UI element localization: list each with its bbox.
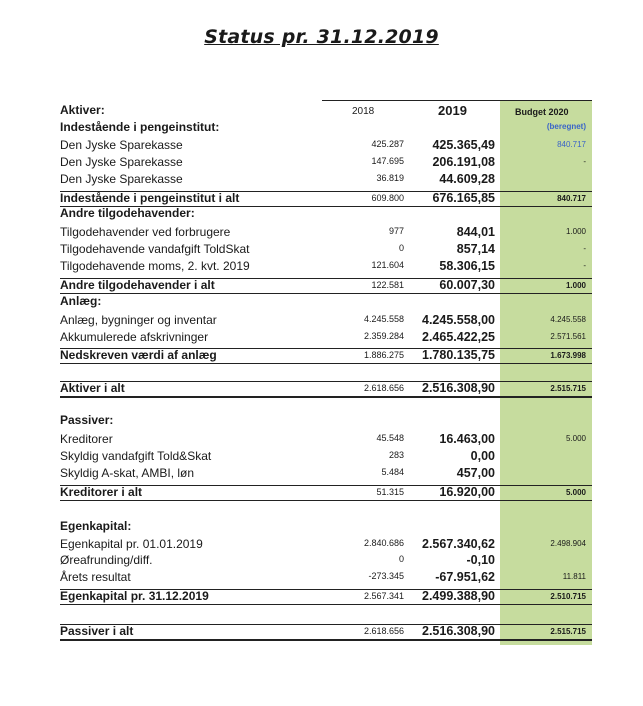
row-label: Tilgodehavende moms, 2. kvt. 2019 bbox=[60, 259, 250, 273]
row-label: Akkumulerede afskrivninger bbox=[60, 330, 209, 344]
value-2018: 977 bbox=[388, 226, 404, 236]
table-row bbox=[60, 278, 592, 294]
value-2018: 121.604 bbox=[371, 260, 404, 270]
table-row bbox=[60, 206, 592, 223]
table-row bbox=[60, 172, 592, 189]
value-budget-2020: 5.000 bbox=[565, 488, 586, 497]
value-2019: 676.165,85 bbox=[432, 191, 495, 205]
value-2018: 2.359.284 bbox=[363, 331, 404, 341]
value-budget-2020: 4.245.558 bbox=[550, 315, 586, 324]
value-2019: 857,14 bbox=[456, 242, 495, 256]
value-2019: 2.516.308,90 bbox=[422, 381, 495, 395]
row-label: Andre tilgodehavender: bbox=[60, 206, 195, 220]
table-row bbox=[60, 485, 592, 501]
value-2018: 425.287 bbox=[371, 139, 404, 149]
row-label: Skyldig vandafgift Told&Skat bbox=[60, 449, 212, 463]
value-2019: 16.463,00 bbox=[439, 432, 495, 446]
value-2019: 1.780.135,75 bbox=[422, 348, 495, 362]
table-row bbox=[60, 570, 592, 587]
value-2019: -67.951,62 bbox=[435, 570, 495, 584]
row-label: Passiver: bbox=[60, 413, 114, 427]
value-2018: 45.548 bbox=[376, 433, 404, 443]
row-label: Årets resultat bbox=[60, 570, 131, 584]
row-label: Den Jyske Sparekasse bbox=[60, 155, 183, 169]
row-label: Anlæg: bbox=[60, 294, 102, 308]
value-budget-2020: 1.673.998 bbox=[550, 351, 586, 360]
row-label: Indestående i pengeinstitut i alt bbox=[60, 191, 240, 205]
table-row bbox=[60, 138, 592, 155]
row-label: Andre tilgodehavender i alt bbox=[60, 278, 215, 292]
row-label: Indestående i pengeinstitut: bbox=[60, 120, 220, 134]
value-2019: 2.499.388,90 bbox=[422, 589, 495, 603]
row-label: Tilgodehavende vandafgift ToldSkat bbox=[60, 242, 250, 256]
row-label: Kreditorer i alt bbox=[60, 485, 143, 499]
value-2018: 2.618.656 bbox=[363, 383, 404, 393]
value-2018: 2.567.341 bbox=[363, 591, 404, 601]
table-row bbox=[60, 242, 592, 259]
row-label: Nedskreven værdi af anlæg bbox=[60, 348, 217, 362]
table-row bbox=[60, 348, 592, 364]
value-2019: 4.245.558,00 bbox=[422, 313, 495, 327]
table-row bbox=[60, 259, 592, 276]
header-budget-2020: Budget 2020 bbox=[515, 107, 569, 117]
row-label: Den Jyske Sparekasse bbox=[60, 172, 183, 186]
table-row bbox=[60, 120, 592, 137]
value-2018: -273.345 bbox=[368, 571, 404, 581]
value-2019: 0,00 bbox=[470, 449, 495, 463]
row-label: Egenkapital pr. 01.01.2019 bbox=[60, 537, 203, 551]
header-2019: 2019 bbox=[438, 103, 467, 118]
row-label: Egenkapital: bbox=[60, 519, 132, 533]
table-row bbox=[60, 191, 592, 207]
value-2018: 0 bbox=[398, 243, 404, 253]
value-2019: 457,00 bbox=[456, 466, 495, 480]
value-2019: 425.365,49 bbox=[432, 138, 495, 152]
table-row bbox=[60, 432, 592, 449]
value-2018: 122.581 bbox=[371, 280, 404, 290]
row-label: Egenkapital pr. 31.12.2019 bbox=[60, 589, 209, 603]
table-row bbox=[60, 449, 592, 466]
value-2019: -0,10 bbox=[466, 553, 495, 567]
value-budget-2020: (beregnet) bbox=[546, 122, 586, 131]
value-2019: 44.609,28 bbox=[439, 172, 495, 186]
value-2018: 609.800 bbox=[371, 193, 404, 203]
row-label: Aktiver i alt bbox=[60, 381, 125, 395]
header-rule bbox=[322, 100, 592, 101]
value-2019: 58.306,15 bbox=[439, 259, 495, 273]
value-budget-2020: - bbox=[583, 157, 586, 166]
table-row bbox=[60, 624, 592, 641]
value-2019: 844,01 bbox=[456, 225, 495, 239]
value-2018: 4.245.558 bbox=[363, 314, 404, 324]
value-2018: 147.695 bbox=[371, 156, 404, 166]
value-budget-2020: 2.515.715 bbox=[550, 384, 586, 393]
table-row bbox=[60, 294, 592, 311]
value-budget-2020: 1.000 bbox=[565, 281, 586, 290]
value-2018: 5.484 bbox=[381, 467, 404, 477]
row-label: Aktiver: bbox=[60, 103, 105, 117]
table-row bbox=[60, 413, 592, 430]
value-2018: 283 bbox=[388, 450, 404, 460]
value-budget-2020: 2.498.904 bbox=[550, 539, 586, 548]
value-2018: 51.315 bbox=[376, 487, 404, 497]
row-label: Øreafrunding/diff. bbox=[60, 553, 153, 567]
value-2018: 0 bbox=[398, 554, 404, 564]
row-label: Passiver i alt bbox=[60, 624, 134, 638]
value-budget-2020: 840.717 bbox=[557, 194, 586, 203]
value-2018: 1.886.275 bbox=[363, 350, 404, 360]
table-row bbox=[60, 589, 592, 605]
table-row bbox=[60, 537, 592, 554]
value-budget-2020: - bbox=[583, 244, 586, 253]
value-2019: 2.516.308,90 bbox=[422, 624, 495, 638]
value-budget-2020: 2.571.561 bbox=[550, 332, 586, 341]
value-2019: 60.007,30 bbox=[439, 278, 495, 292]
value-2018: 2.840.686 bbox=[363, 538, 404, 548]
table-row bbox=[60, 155, 592, 172]
row-label: Anlæg, bygninger og inventar bbox=[60, 313, 217, 327]
table-row bbox=[60, 330, 592, 347]
row-label: Den Jyske Sparekasse bbox=[60, 138, 183, 152]
table-row bbox=[60, 103, 592, 120]
value-budget-2020: - bbox=[583, 261, 586, 270]
value-2019: 2.567.340,62 bbox=[422, 537, 495, 551]
value-budget-2020: 840.717 bbox=[557, 140, 586, 149]
table-row bbox=[60, 466, 592, 483]
value-budget-2020: 1.000 bbox=[565, 227, 586, 236]
row-label: Skyldig A-skat, AMBI, løn bbox=[60, 466, 195, 480]
value-2019: 2.465.422,25 bbox=[422, 330, 495, 344]
page-title: Status pr. 31.12.2019 bbox=[204, 26, 439, 48]
table-row bbox=[60, 381, 592, 398]
value-budget-2020: 5.000 bbox=[565, 434, 586, 443]
value-budget-2020: 2.515.715 bbox=[550, 627, 586, 636]
table-row bbox=[60, 553, 592, 570]
value-2018: 36.819 bbox=[376, 173, 404, 183]
value-2018: 2.618.656 bbox=[363, 626, 404, 636]
value-budget-2020: 11.811 bbox=[562, 572, 586, 581]
value-2019: 16.920,00 bbox=[439, 485, 495, 499]
table-row bbox=[60, 313, 592, 330]
value-2019: 206.191,08 bbox=[432, 155, 495, 169]
table-row bbox=[60, 519, 592, 536]
table-row bbox=[60, 225, 592, 242]
value-budget-2020: 2.510.715 bbox=[550, 592, 586, 601]
row-label: Kreditorer bbox=[60, 432, 113, 446]
header-2018: 2018 bbox=[352, 106, 375, 117]
row-label: Tilgodehavender ved forbrugere bbox=[60, 225, 231, 239]
